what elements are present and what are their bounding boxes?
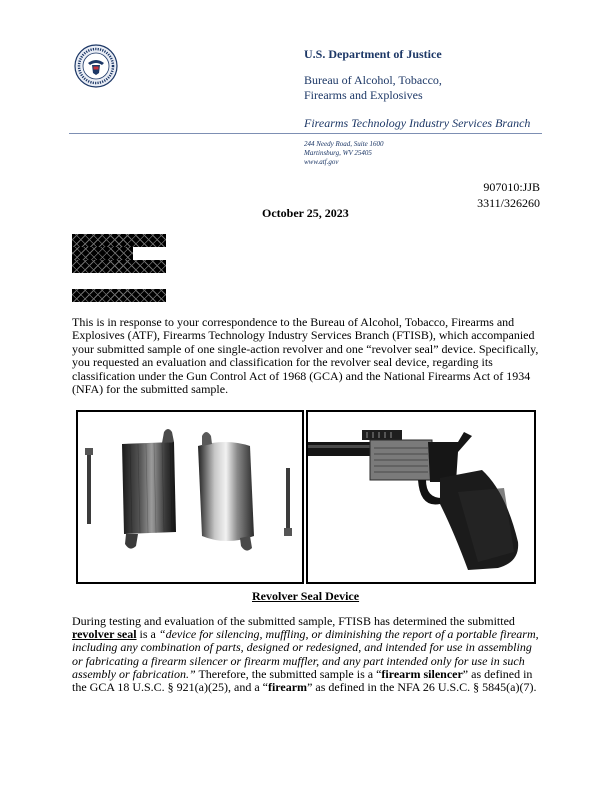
- bureau-line-1: Bureau of Alcohol, Tobacco,: [304, 73, 442, 87]
- redaction-block: [72, 289, 166, 302]
- bureau-line-2: Firearms and Explosives: [304, 88, 423, 102]
- determination-paragraph: [72, 615, 542, 694]
- reference-line-1: 907010:JJB: [483, 180, 540, 194]
- intro-paragraph: This is in response to your correspondence to the Bureau of Alcohol, Tobacco, Firearms and Explosives (ATF), Firearms Technology Industry Services Branch (FTISB), which accompanied your submitted sample of one single-action revolver and one “revolver seal” device. Specifically, you requested an evaluation and classification for the revolver seal device, regarding its classification under the Gun Control Act of 1968 (GCA) and the National Firearms Act of 1934 (NFA) for the submitted sample.: [72, 315, 539, 397]
- letter-date: October 25, 2023: [262, 206, 349, 220]
- determination-connector: is a: [136, 627, 159, 642]
- revolver-photo: [306, 410, 536, 584]
- redaction-block: [72, 247, 133, 260]
- department-name: U.S. Department of Justice: [304, 47, 442, 61]
- term-firearm-silencer: firearm silencer: [381, 666, 463, 681]
- determination-intro: During testing and evaluation of the submitted sample, FTISB has determined the submitted: [72, 614, 515, 628]
- address-line-2: Martinsburg, WV 25405: [304, 149, 372, 157]
- gca-reference: ” as defined in the GCA 18 U.S.C. § 921(a)(25), and a “: [72, 666, 533, 695]
- nfa-reference: ” as defined in the NFA 26 U.S.C. § 5845(a)(7).: [307, 680, 537, 695]
- letterhead-divider: [69, 133, 542, 134]
- reference-numbers: [477, 179, 540, 211]
- website-link[interactable]: www.atf.gov: [304, 158, 339, 166]
- silencer-definition-quote: “device for silencing, muffling, or diminishing the report of a portable firearm, including any combination of parts, designed or redesigned, and intended for use in assembling or fabricating a firearm silencer or firearm muffler, and any part intended only for use in such assembly or fabrication.”: [72, 627, 539, 681]
- reference-line-2: 3311/326260: [477, 196, 540, 210]
- address-line-1: 244 Needy Road, Suite 1600: [304, 140, 384, 148]
- term-revolver-seal: revolver seal: [72, 627, 137, 642]
- revolver-seal-photo: [76, 410, 304, 584]
- address-block: [304, 140, 384, 167]
- branch-name: Firearms Technology Industry Services Branch: [304, 116, 531, 130]
- figure-caption: Revolver Seal Device: [252, 589, 360, 603]
- redaction-block: [72, 234, 166, 247]
- term-firearm: firearm: [267, 680, 308, 695]
- bureau-name: [304, 73, 442, 103]
- determination-therefore: Therefore, the submitted sample is a “: [195, 666, 382, 681]
- redaction-block: [72, 260, 166, 273]
- doj-seal-icon: [74, 44, 118, 88]
